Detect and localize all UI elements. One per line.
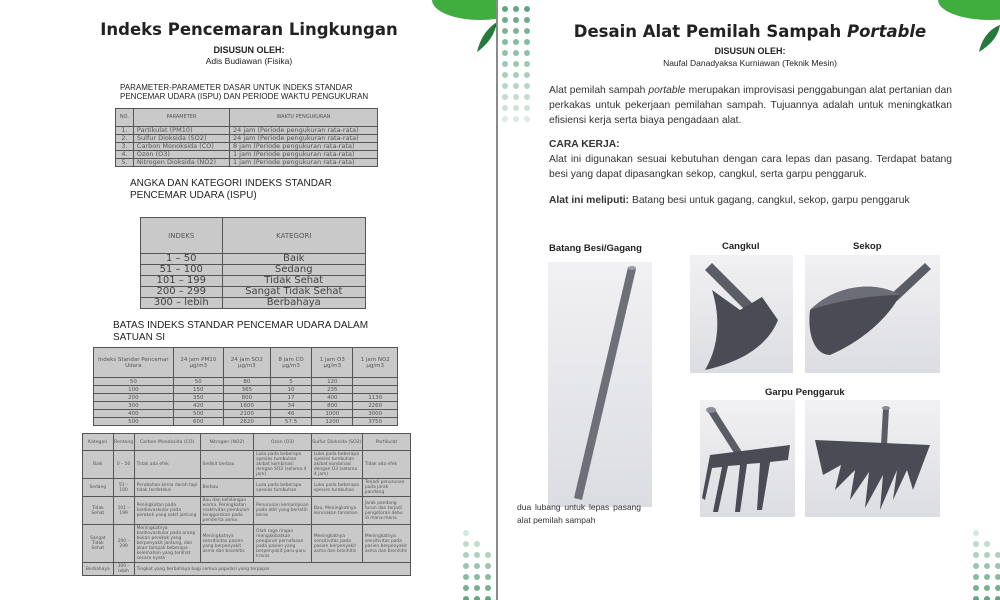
dot: [995, 563, 1000, 569]
table-cell: 800: [312, 402, 353, 410]
table-cell: 350: [173, 394, 223, 402]
rod-image: [548, 262, 652, 507]
dot: [502, 72, 508, 78]
dot: [995, 552, 1000, 558]
dot-pattern-decoration: [973, 530, 1000, 600]
column-header: 1 jam O3 µg/m3: [312, 348, 353, 378]
column-header: Carbon Monoksida (CO): [134, 434, 200, 451]
table-cell: 3000: [353, 410, 398, 418]
dot: [474, 596, 480, 600]
column-header: 24 jam PM10 µg/m3: [173, 348, 223, 378]
table-header-row: [141, 218, 366, 254]
table-cell: Baik: [83, 451, 114, 479]
table-header-row: [83, 434, 411, 451]
column-header: 24 jam SO2 µg/m3: [223, 348, 270, 378]
dot: [524, 72, 530, 78]
table-cell: Luka pada beberapa spesies tumbuhan akibat kombinasi dengan SO2 (selama 4 jam): [254, 451, 312, 479]
dot-pattern-decoration: [463, 530, 491, 600]
table-cell: 2260: [353, 402, 398, 410]
author: Adis Budiawan (Fisika): [205, 56, 293, 66]
table-cell: 4.: [116, 151, 134, 159]
table-row: [83, 497, 411, 525]
shovel-image: [805, 255, 940, 373]
table-row: [116, 159, 378, 167]
hoe-image: [690, 255, 793, 373]
intro-paragraph: Alat pemilah sampah portable merupakan improvisasi penggabungan alat pertanian dan perkakas untuk pekerjaan pemilahan sampah. Tujuannya adalah untuk meningkatkan efisiensi kerja serta biaya pengadaan alat.: [549, 85, 952, 126]
table-row: [141, 254, 366, 265]
table-cell: Tidak Sehat: [83, 497, 114, 525]
table-cell: Meningkatnya kardiovaskular pada orang bukan perokok yang berpenyakit jantung, dan akan tampak beberapa kelemahan yang terlihat secara nyata: [134, 525, 200, 563]
table-cell: 1130: [353, 394, 398, 402]
table-cell: 1000: [312, 410, 353, 418]
table-header-row: [94, 348, 398, 378]
table-cell: 57.5: [270, 418, 311, 426]
table-cell: 400: [312, 394, 353, 402]
dot: [984, 541, 990, 547]
table-cell: 2100: [223, 410, 270, 418]
table-row: [94, 378, 398, 386]
dot: [485, 596, 491, 600]
table-cell: 600: [173, 418, 223, 426]
table-cell: Partikulat (PM10): [133, 127, 229, 135]
dot: [485, 585, 491, 591]
title-italic: Portable: [847, 22, 927, 41]
label-garpu: Garpu Penggaruk: [765, 387, 845, 398]
si-limits-table: [93, 347, 398, 426]
table-cell: Olah raga ringan mengakibatkan pengaruh pernafasan pada pasien yang berpenyakit paru-paru kronis: [254, 525, 312, 563]
dot: [474, 585, 480, 591]
right-page: [500, 0, 1000, 600]
column-header: 8 jam CO µg/m3: [270, 348, 311, 378]
table-cell: 120: [312, 378, 353, 386]
dot: [502, 83, 508, 89]
dot: [513, 105, 519, 111]
dot: [463, 541, 469, 547]
table-cell: Terjadi penurunan pada jarak pandang: [362, 479, 410, 497]
table-cell: Bau dan kehilangan warna. Peningkatan reaktivitas pembuluh tenggorokan pada penderita asma: [200, 497, 254, 525]
dot: [463, 563, 469, 569]
dot: [524, 116, 530, 122]
table-row: [141, 287, 366, 298]
table-cell: Penurunan kemampuan pada atlit yang berlatih keras: [254, 497, 312, 525]
dot: [973, 530, 979, 536]
column-header: NO.: [116, 109, 134, 127]
table-cell: 235: [312, 386, 353, 394]
page-title: Indeks Pencemaran Lingkungan: [100, 20, 398, 39]
table-cell: 300 – lebih: [113, 563, 134, 576]
table-row: [83, 451, 411, 479]
table-cell: 46: [270, 410, 311, 418]
dot: [463, 596, 469, 600]
table-cell: 200 – 299: [141, 287, 223, 298]
table-cell: 300: [94, 402, 174, 410]
table-cell: 34: [270, 402, 311, 410]
column-header: INDEKS: [141, 218, 223, 254]
table-row: [94, 386, 398, 394]
table-cell: 0 – 50: [113, 451, 134, 479]
section-heading-si-limits: BATAS INDEKS STANDAR PENCEMAR UDARA DALAM SATUAN SI: [113, 320, 369, 343]
title-main: Desain Alat Pemilah Sampah: [573, 22, 847, 41]
table-cell: Meningkatnya sensitivitas pada pasien berpenyakit asma dan bronhitis: [362, 525, 410, 563]
author: Naufal Danadyaksa Kurniawan (Teknik Mesin): [663, 58, 837, 68]
table-cell: 3.: [116, 143, 134, 151]
dot: [485, 552, 491, 558]
table-cell: Tidak ada efek: [362, 451, 410, 479]
table-cell: 5: [270, 378, 311, 386]
table-row: [94, 410, 398, 418]
table-cell: 51 – 100: [113, 479, 134, 497]
table-row: [94, 394, 398, 402]
table-row: [141, 298, 366, 309]
dot: [502, 94, 508, 100]
leaf-decoration-icon: [935, 0, 1000, 55]
table-row: [94, 418, 398, 426]
table-cell: 400: [94, 410, 174, 418]
dot: [474, 552, 480, 558]
table-header-row: [116, 109, 378, 127]
dot: [973, 541, 979, 547]
table-cell: 200 – 299: [113, 525, 134, 563]
column-header: PARAMETER: [133, 109, 229, 127]
table-row: [83, 563, 411, 576]
table-cell: 2.: [116, 135, 134, 143]
table-cell: 101 – 199: [113, 497, 134, 525]
table-cell: 1 jam (Periode pengukuran rata-rata): [229, 159, 377, 167]
table-cell: 80: [223, 378, 270, 386]
table-cell: 10: [270, 386, 311, 394]
table-cell: 500: [173, 410, 223, 418]
table-cell: Ozon (O3): [133, 151, 229, 159]
table-cell: Berbau: [200, 479, 254, 497]
table-cell: 17: [270, 394, 311, 402]
dot: [513, 94, 519, 100]
label-batang: Batang Besi/Gagang: [549, 243, 642, 254]
dot: [973, 552, 979, 558]
table-cell: Bau, Meningkatnya kerusakan tanaman: [311, 497, 362, 525]
rod-caption: dua lubang untuk lepas pasang alat pemilah sampah: [517, 502, 641, 525]
table-cell: 800: [223, 394, 270, 402]
dot: [524, 6, 530, 12]
table-cell: 2620: [223, 418, 270, 426]
table-row: [83, 525, 411, 563]
label-cangkul: Cangkul: [722, 241, 760, 252]
table-row: [141, 265, 366, 276]
section-heading-parameters: PARAMETER-PARAMETER DASAR UNTUK INDEKS STANDAR PENCEMAR UDARA (ISPU) DAN PERIODE WAKTU PENGUKURAN: [120, 83, 369, 101]
table-cell: Baik: [222, 254, 366, 265]
dot: [513, 116, 519, 122]
byline-label: DISUSUN OLEH:: [213, 45, 285, 55]
dot: [973, 563, 979, 569]
dot: [485, 563, 491, 569]
dot: [513, 83, 519, 89]
dot: [984, 574, 990, 580]
column-header: Rentang: [113, 434, 134, 451]
dot: [995, 574, 1000, 580]
left-page: [0, 0, 498, 600]
column-header: WAKTU PENGUKURAN: [229, 109, 377, 127]
table-cell: 101 – 199: [141, 276, 223, 287]
table-cell: Sangat Tidak Sehat: [83, 525, 114, 563]
table-cell: 150: [173, 386, 223, 394]
table-cell: 1 jam (Periode pengukuran rata-rata): [229, 151, 377, 159]
table-cell: 24 jam (Periode pengukuran rata-rata): [229, 127, 377, 135]
dot: [513, 72, 519, 78]
table-cell: Luka pada beberapa spesies tumbuhan: [254, 479, 312, 497]
table-cell: Berbahaya: [83, 563, 114, 576]
dot: [485, 574, 491, 580]
section-heading-categories: ANGKA DAN KATEGORI INDEKS STANDAR PENCEMAR UDARA (ISPU): [130, 178, 332, 201]
dot: [995, 585, 1000, 591]
column-header: Nitrogen (NO2): [200, 434, 254, 451]
column-header: Indeks Standar Pencemar Udara: [94, 348, 174, 378]
page-title: [500, 22, 1000, 41]
category-table: [140, 217, 366, 309]
table-cell: Sedang: [83, 479, 114, 497]
table-cell: Luka pada beberapa spesies tumbuhan akibat kombinasi dengan O3 (selama 4 jam): [311, 451, 362, 479]
table-cell: 365: [223, 386, 270, 394]
column-header: KATEGORI: [222, 218, 366, 254]
effects-table: [82, 433, 411, 576]
table-cell: 1600: [223, 402, 270, 410]
meliputi-text: Alat ini meliputi: Batang besi untuk gagang, cangkul, sekop, garpu penggaruk: [549, 195, 910, 206]
dot: [984, 563, 990, 569]
table-row: [94, 402, 398, 410]
dot: [984, 596, 990, 600]
dot: [513, 6, 519, 12]
dot: [502, 116, 508, 122]
column-header: Sulfur Dioksida (SO2): [311, 434, 362, 451]
table-cell: 50: [173, 378, 223, 386]
table-cell: Berbahaya: [222, 298, 366, 309]
table-cell: 1.: [116, 127, 134, 135]
table-cell: Perubahan kimia darah tapi tidak terdeteksi: [134, 479, 200, 497]
dot: [984, 585, 990, 591]
table-cell: 100: [94, 386, 174, 394]
column-header: Kategori: [83, 434, 114, 451]
dot: [463, 530, 469, 536]
table-cell: Sedikit berbau: [200, 451, 254, 479]
column-header: Partikulat: [362, 434, 410, 451]
dot: [502, 6, 508, 12]
table-cell: 300 – lebih: [141, 298, 223, 309]
dot: [984, 552, 990, 558]
table-cell: 3750: [353, 418, 398, 426]
table-cell: Meningkatnya sensitivitas pada pasien berpenyakit asma dan bronhitis: [311, 525, 362, 563]
table-cell: 50: [94, 378, 174, 386]
dot: [474, 541, 480, 547]
cara-kerja-heading: CARA KERJA:: [549, 139, 620, 150]
table-row: [83, 479, 411, 497]
column-header: 1 jam NO2 µg/m3: [353, 348, 398, 378]
table-cell: Tidak ada efek: [134, 451, 200, 479]
table-cell: Nitrogen Dioksida (NO2): [133, 159, 229, 167]
byline-label: DISUSUN OLEH:: [714, 46, 786, 56]
table-cell: 51 – 100: [141, 265, 223, 276]
dot: [524, 105, 530, 111]
table-cell: Carbon Monoksida (CO): [133, 143, 229, 151]
table-cell: Tidak Sehat: [222, 276, 366, 287]
dot: [524, 83, 530, 89]
table-cell: Tingkat yang berbahaya bagi semua populasi yang terpapar: [134, 563, 410, 576]
dot: [502, 105, 508, 111]
column-header: Ozon (O3): [254, 434, 312, 451]
dot: [973, 596, 979, 600]
table-cell: 24 jam (Periode pengukuran rata-rata): [229, 135, 377, 143]
table-cell: [353, 386, 398, 394]
table-cell: 200: [94, 394, 174, 402]
dot: [524, 94, 530, 100]
table-cell: 8 jam (Periode pengukuran rata-rata): [229, 143, 377, 151]
table-cell: 500: [94, 418, 174, 426]
parameter-table: [115, 108, 378, 167]
table-cell: Peningkatan pada kardiovaskular pada perokok yang sakit jantung: [134, 497, 200, 525]
dot: [463, 574, 469, 580]
table-cell: Jarak pandang turun dan terjadi pengotoran debu di mana-mana: [362, 497, 410, 525]
table-cell: 420: [173, 402, 223, 410]
table-cell: [353, 378, 398, 386]
table-cell: 1200: [312, 418, 353, 426]
rake-image-front: [700, 400, 795, 517]
table-cell: Sulfur Dioksida (SO2): [133, 135, 229, 143]
dot: [474, 574, 480, 580]
dot: [474, 563, 480, 569]
cara-kerja-text: Alat ini digunakan sesuai kebutuhan dengan cara lepas dan pasang. Terdapat batang besi yang dapat dipasangkan sekop, cangkul, serta garpu penggaruk.: [549, 154, 952, 180]
table-cell: 5.: [116, 159, 134, 167]
table-row: [141, 276, 366, 287]
dot: [995, 596, 1000, 600]
rake-image-back: [805, 400, 940, 517]
table-cell: Luka pada beberapa spesies tumbuhan: [311, 479, 362, 497]
dot: [973, 574, 979, 580]
dot: [973, 585, 979, 591]
dot: [463, 552, 469, 558]
table-cell: 1 – 50: [141, 254, 223, 265]
table-cell: Meningkatnya sensitivitas pasien yang berpenyakit asma dan bronhitis: [200, 525, 254, 563]
label-sekop: Sekop: [853, 241, 882, 252]
leaf-decoration-icon: [425, 0, 498, 55]
table-cell: Sedang: [222, 265, 366, 276]
table-cell: Sangat Tidak Sehat: [222, 287, 366, 298]
dot: [463, 585, 469, 591]
